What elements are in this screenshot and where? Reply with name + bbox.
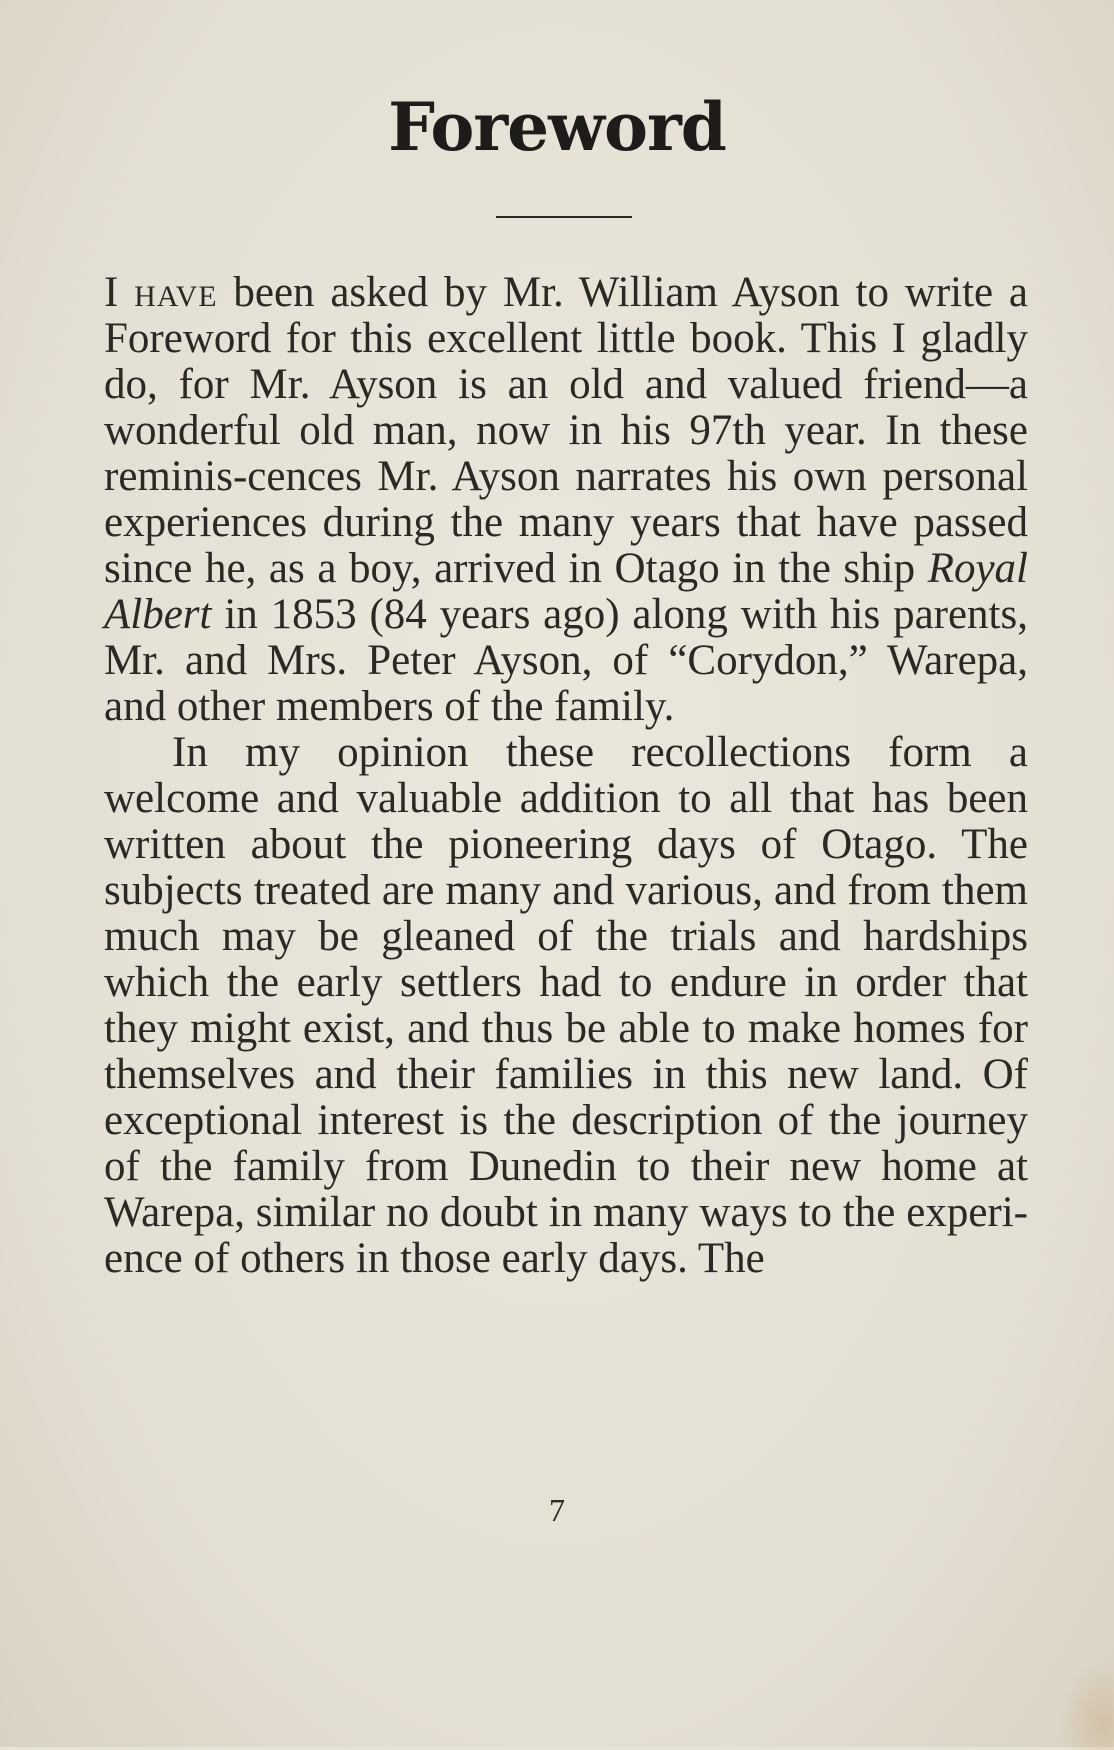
page-number: 7: [549, 1492, 565, 1528]
paragraph-2: In my opinion these recollections form a welcome and valuable addition to all that has been written about the pioneering days of Otago. The subjects treated are many and various, and from them much may be gleaned of the trials and hardships which the early settlers had to endure in order that they might exist, and thus be able to make homes for themselves and their families in this new land. Of exceptional interest is the description of the journey of the family from Dunedin to their new home at Warepa, similar no doubt in many ways to the experi-ence of others in those early days. The: [104, 729, 1028, 1282]
paper-stain: [1060, 1660, 1114, 1750]
ship-name: Royal Albert: [104, 545, 1028, 638]
opening-word: I: [104, 269, 119, 316]
opening-smallcaps: have: [134, 269, 218, 316]
title-rule: [496, 216, 632, 218]
paragraph-1: [104, 270, 1028, 730]
paragraph-1-text-b: in 1853 (84 years ago) along with his parents, Mr. and Mrs. Peter Ayson, of “Corydon,” Warepa, and other members of the family.: [104, 591, 1028, 730]
paragraph-1-text-a: been asked by Mr. William Ayson to write a Foreword for this excellent little book. This I gladly do, for Mr. Ayson is an old and valued friend—a wonderful old man, now in his 97th year. In these reminis-cences Mr. Ayson narrates his own personal experiences during the many years that have passed since he, as a boy, arrived in Otago in the ship: [104, 269, 1028, 592]
page-title: Foreword: [388, 88, 726, 166]
foreword-body: [104, 270, 1028, 1282]
